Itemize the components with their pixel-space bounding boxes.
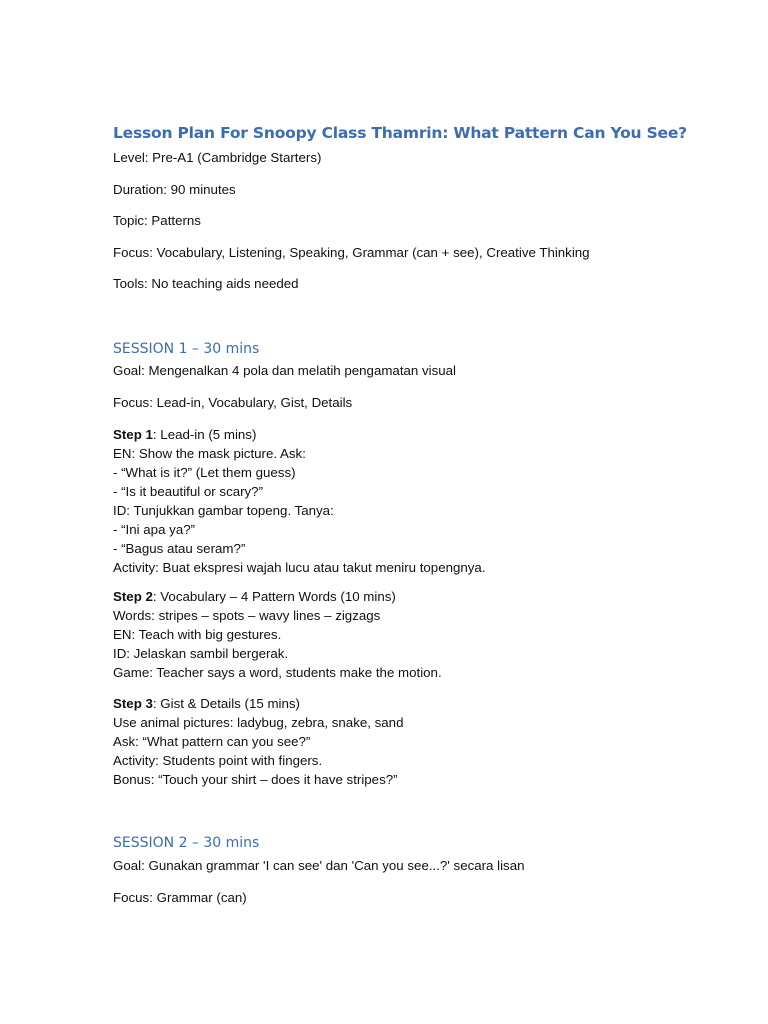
step-2-line: EN: Teach with big gestures. [113, 627, 282, 642]
step-3-label: Step 3 [113, 696, 153, 711]
step-2-line: Words: stripes – spots – wavy lines – zigzags [113, 608, 381, 623]
step-3-line: Use animal pictures: ladybug, zebra, snake, sand [113, 715, 404, 730]
document-title: Lesson Plan For Snoopy Class Thamrin: What Pattern Can You See? [113, 124, 687, 142]
step-1-line: EN: Show the mask picture. Ask: [113, 446, 306, 461]
tools-line: Tools: No teaching aids needed [113, 276, 299, 291]
step-1-line: - “Ini apa ya?” [113, 522, 196, 537]
step-2-block [113, 587, 442, 682]
session-2-heading: SESSION 2 – 30 mins [113, 835, 260, 851]
focus-line: Focus: Vocabulary, Listening, Speaking, Grammar (can + see), Creative Thinking [113, 245, 590, 260]
step-3-line: Activity: Students point with fingers. [113, 753, 323, 768]
step-1-label: Step 1 [113, 427, 153, 442]
step-3-title: : Gist & Details (15 mins) [152, 696, 300, 711]
step-1-line: ID: Tunjukkan gambar topeng. Tanya: [113, 503, 334, 518]
step-3-line: Bonus: “Touch your shirt – does it have stripes?” [113, 772, 398, 787]
session-2-goal: Goal: Gunakan grammar 'I can see' dan 'Can you see...?' secara lisan [113, 858, 525, 873]
session-1-heading: SESSION 1 – 30 mins [113, 341, 260, 357]
step-3-block [113, 694, 403, 789]
step-1-line: - “What is it?” (Let them guess) [113, 465, 296, 480]
step-2-title: : Vocabulary – 4 Pattern Words (10 mins) [152, 589, 396, 604]
step-2-line: ID: Jelaskan sambil bergerak. [113, 646, 289, 661]
level-line: Level: Pre-A1 (Cambridge Starters) [113, 150, 322, 165]
step-2-label: Step 2 [113, 589, 153, 604]
step-1-title: : Lead-in (5 mins) [152, 427, 257, 442]
step-3-heading [113, 694, 403, 713]
step-2-line: Game: Teacher says a word, students make the motion. [113, 665, 442, 680]
step-1-line: - “Bagus atau seram?” [113, 541, 246, 556]
duration-line: Duration: 90 minutes [113, 182, 236, 197]
step-1-block [113, 425, 486, 577]
session-1-goal: Goal: Mengenalkan 4 pola dan melatih pengamatan visual [113, 363, 456, 378]
step-3-line: Ask: “What pattern can you see?” [113, 734, 311, 749]
session-1-focus: Focus: Lead-in, Vocabulary, Gist, Details [113, 395, 353, 410]
step-1-line: - “Is it beautiful or scary?” [113, 484, 264, 499]
session-2-focus: Focus: Grammar (can) [113, 890, 247, 905]
step-1-heading [113, 425, 486, 444]
step-2-heading [113, 587, 442, 606]
step-1-line: Activity: Buat ekspresi wajah lucu atau takut meniru topengnya. [113, 560, 486, 575]
topic-line: Topic: Patterns [113, 213, 201, 228]
